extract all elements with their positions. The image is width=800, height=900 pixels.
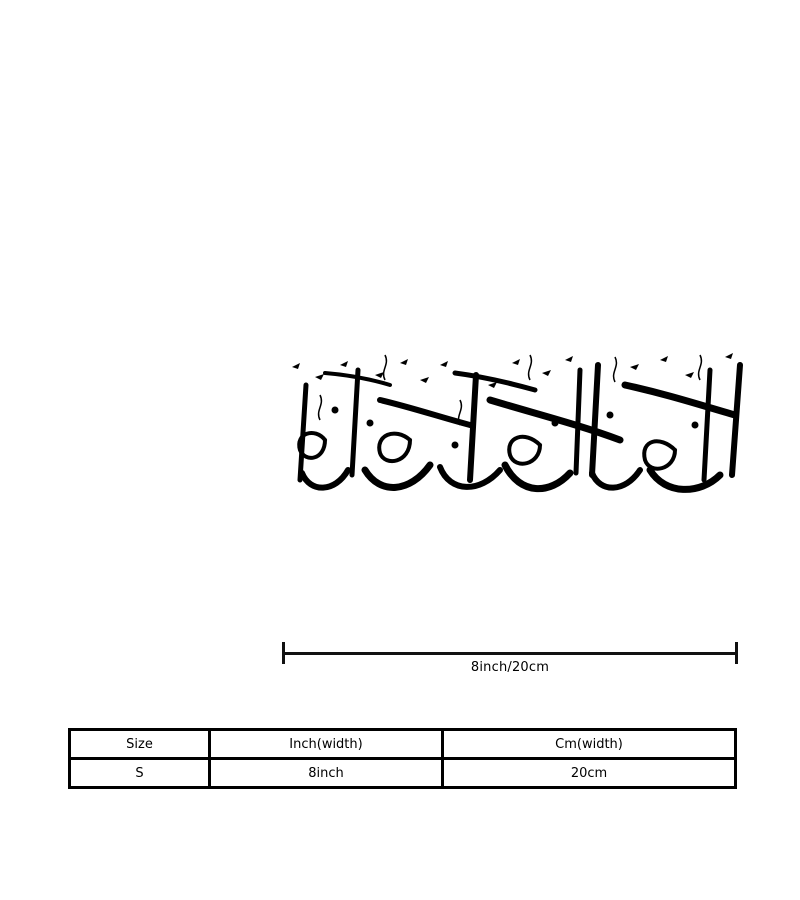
calligraphy-artwork: [280, 345, 750, 505]
calligraphy-svg: [280, 345, 750, 505]
size-table: [68, 728, 737, 789]
table-row: [70, 759, 736, 788]
measure-line: [282, 652, 738, 655]
measure-label: 8inch/20cm: [470, 660, 550, 675]
table-header-row: [70, 730, 736, 759]
header-inch-width: Inch(width): [210, 730, 443, 759]
cell-cm: 20cm: [443, 759, 736, 788]
cell-inch: 8inch: [210, 759, 443, 788]
cell-size: S: [70, 759, 210, 788]
header-cm-width: Cm(width): [443, 730, 736, 759]
width-measurement: [282, 640, 738, 690]
header-size: Size: [70, 730, 210, 759]
